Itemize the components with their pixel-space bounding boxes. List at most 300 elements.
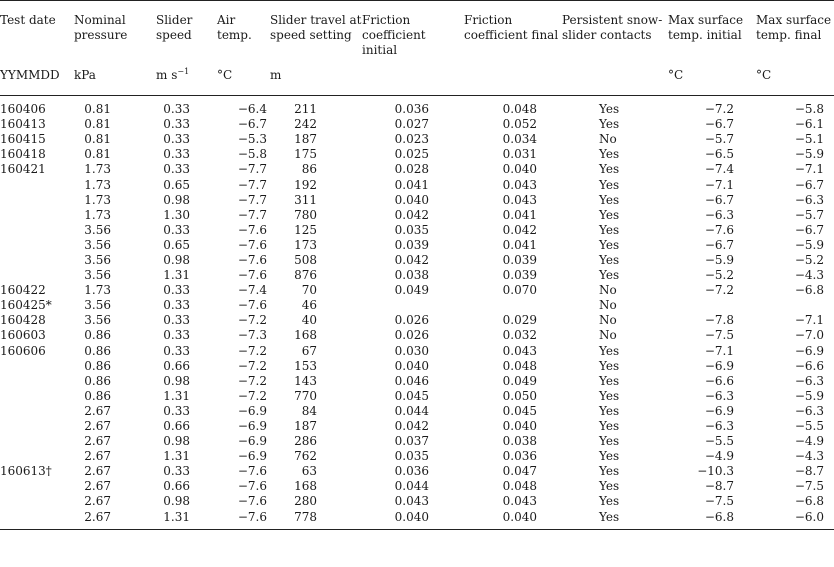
cell-friction-final: 0.043 bbox=[502, 494, 537, 509]
cell-friction-initial bbox=[362, 298, 464, 313]
cell-friction-final: 0.070 bbox=[502, 283, 537, 298]
cell-slider-travel: 780 bbox=[294, 207, 317, 222]
cell-slider-speed: 1.31 bbox=[163, 449, 190, 464]
cell-air-temp: −7.7 bbox=[237, 207, 267, 222]
cell-max-temp-final: −7.1 bbox=[794, 313, 824, 328]
cell-persistent-contacts: Yes bbox=[599, 117, 620, 132]
cell-nominal-pressure: 1.73 bbox=[84, 207, 111, 222]
cell-persistent-contacts: Yes bbox=[599, 464, 620, 479]
cell-slider-travel: 286 bbox=[294, 434, 317, 449]
cell-air-temp: −6.4 bbox=[237, 102, 267, 117]
cell-slider-travel: 211 bbox=[294, 102, 317, 117]
cell-friction-initial: 0.026 bbox=[394, 313, 429, 328]
cell-slider-speed: 0.33 bbox=[163, 328, 190, 343]
cell-slider-travel: 187 bbox=[294, 419, 317, 434]
cell-slider-speed: 0.33 bbox=[163, 313, 190, 328]
cell-friction-initial: 0.045 bbox=[394, 388, 429, 403]
cell-max-temp-initial: −7.1 bbox=[704, 343, 734, 358]
cell-friction-final: 0.041 bbox=[502, 237, 537, 252]
cell-friction-final: 0.040 bbox=[502, 509, 537, 524]
cell-test-date: 160418 bbox=[0, 147, 46, 162]
cell-slider-travel: 70 bbox=[301, 283, 317, 298]
unit-travel: m bbox=[270, 58, 362, 96]
cell-persistent-contacts: Yes bbox=[599, 102, 620, 117]
cell-slider-speed: 0.33 bbox=[163, 283, 190, 298]
cell-max-temp-final bbox=[756, 298, 834, 313]
cell-max-temp-final: −6.0 bbox=[794, 509, 824, 524]
cell-persistent-contacts: Yes bbox=[599, 358, 620, 373]
table-row bbox=[0, 313, 834, 328]
table-row bbox=[0, 464, 834, 479]
table-row bbox=[0, 449, 834, 464]
cell-slider-speed: 0.33 bbox=[163, 102, 190, 117]
unit-pressure: kPa bbox=[74, 58, 156, 96]
header-test-date: Test date bbox=[0, 13, 56, 27]
header-row bbox=[0, 1, 834, 59]
table-row bbox=[0, 510, 834, 530]
cell-max-temp-final: −8.7 bbox=[794, 464, 824, 479]
cell-nominal-pressure: 0.86 bbox=[84, 328, 111, 343]
cell-air-temp: −7.2 bbox=[237, 313, 267, 328]
cell-slider-travel: 46 bbox=[301, 298, 317, 313]
cell-max-temp-initial: −7.5 bbox=[704, 494, 734, 509]
cell-persistent-contacts: Yes bbox=[599, 494, 620, 509]
cell-air-temp: −7.6 bbox=[237, 222, 267, 237]
cell-friction-initial: 0.046 bbox=[394, 373, 429, 388]
cell-nominal-pressure: 2.67 bbox=[84, 403, 111, 418]
cell-slider-travel: 175 bbox=[294, 147, 317, 162]
cell-slider-travel: 187 bbox=[294, 132, 317, 147]
cell-max-temp-final: −4.9 bbox=[794, 434, 824, 449]
cell-persistent-contacts: Yes bbox=[599, 434, 620, 449]
cell-max-temp-final: −6.9 bbox=[794, 343, 824, 358]
header-max-temp-final: Max surface temp. final bbox=[756, 13, 832, 42]
cell-max-temp-initial: −5.2 bbox=[704, 268, 734, 283]
table-row bbox=[0, 147, 834, 162]
header-slider-travel: Slider travel at speed setting bbox=[270, 13, 362, 42]
cell-friction-initial: 0.043 bbox=[394, 494, 429, 509]
cell-friction-initial: 0.049 bbox=[394, 283, 429, 298]
table-row bbox=[0, 298, 834, 313]
cell-air-temp: −7.3 bbox=[237, 328, 267, 343]
cell-persistent-contacts: Yes bbox=[599, 147, 620, 162]
cell-slider-speed: 0.33 bbox=[163, 132, 190, 147]
cell-persistent-contacts: Yes bbox=[599, 222, 620, 237]
cell-slider-speed: 0.65 bbox=[163, 237, 190, 252]
cell-air-temp: −7.2 bbox=[237, 343, 267, 358]
cell-max-temp-initial: −6.7 bbox=[704, 237, 734, 252]
cell-air-temp: −7.6 bbox=[237, 494, 267, 509]
cell-air-temp: −7.7 bbox=[237, 192, 267, 207]
cell-slider-speed: 0.33 bbox=[163, 298, 190, 313]
cell-max-temp-initial: −7.2 bbox=[704, 283, 734, 298]
units-row bbox=[0, 58, 834, 96]
cell-max-temp-initial: −5.5 bbox=[704, 434, 734, 449]
cell-slider-travel: 153 bbox=[294, 358, 317, 373]
cell-friction-final: 0.049 bbox=[502, 373, 537, 388]
cell-friction-final bbox=[464, 298, 562, 313]
table-row bbox=[0, 389, 834, 404]
cell-slider-speed: 0.65 bbox=[163, 177, 190, 192]
cell-max-temp-initial: −6.7 bbox=[704, 117, 734, 132]
cell-friction-final: 0.048 bbox=[502, 479, 537, 494]
cell-nominal-pressure: 0.81 bbox=[84, 147, 111, 162]
table-row bbox=[0, 177, 834, 192]
cell-max-temp-final: −5.7 bbox=[794, 207, 824, 222]
cell-air-temp: −6.9 bbox=[237, 419, 267, 434]
cell-friction-final: 0.039 bbox=[502, 268, 537, 283]
cell-air-temp: −7.6 bbox=[237, 464, 267, 479]
cell-test-date bbox=[0, 494, 74, 509]
cell-max-temp-final: −6.7 bbox=[794, 222, 824, 237]
cell-max-temp-final: −6.8 bbox=[794, 283, 824, 298]
cell-max-temp-final: −7.5 bbox=[794, 479, 824, 494]
cell-persistent-contacts: Yes bbox=[599, 419, 620, 434]
cell-persistent-contacts: Yes bbox=[599, 177, 620, 192]
cell-slider-speed: 0.98 bbox=[163, 373, 190, 388]
cell-test-date bbox=[0, 479, 74, 494]
cell-persistent-contacts: Yes bbox=[599, 403, 620, 418]
cell-max-temp-initial: −6.6 bbox=[704, 373, 734, 388]
header-friction-initial: Friction coefficient initial bbox=[362, 13, 426, 57]
cell-slider-travel: 192 bbox=[294, 177, 317, 192]
cell-max-temp-initial: −6.3 bbox=[704, 207, 734, 222]
cell-test-date bbox=[0, 177, 74, 192]
cell-persistent-contacts: No bbox=[599, 328, 617, 343]
cell-persistent-contacts: No bbox=[599, 313, 617, 328]
cell-nominal-pressure: 2.67 bbox=[84, 419, 111, 434]
cell-friction-final: 0.052 bbox=[502, 117, 537, 132]
cell-friction-initial: 0.025 bbox=[394, 147, 429, 162]
cell-slider-speed: 0.33 bbox=[163, 343, 190, 358]
cell-nominal-pressure: 3.56 bbox=[84, 237, 111, 252]
cell-air-temp: −7.6 bbox=[237, 237, 267, 252]
cell-test-date bbox=[0, 434, 74, 449]
cell-nominal-pressure: 0.86 bbox=[84, 373, 111, 388]
cell-slider-speed: 0.98 bbox=[163, 494, 190, 509]
cell-air-temp: −6.7 bbox=[237, 117, 267, 132]
cell-air-temp: −6.9 bbox=[237, 403, 267, 418]
cell-slider-travel: 242 bbox=[294, 117, 317, 132]
cell-friction-final: 0.038 bbox=[502, 434, 537, 449]
cell-friction-final: 0.043 bbox=[502, 343, 537, 358]
cell-slider-travel: 762 bbox=[294, 449, 317, 464]
cell-persistent-contacts: No bbox=[599, 132, 617, 147]
cell-slider-travel: 876 bbox=[294, 268, 317, 283]
cell-max-temp-final: −6.7 bbox=[794, 177, 824, 192]
cell-persistent-contacts: No bbox=[599, 298, 617, 313]
cell-max-temp-final: −7.1 bbox=[794, 162, 824, 177]
cell-friction-initial: 0.038 bbox=[394, 268, 429, 283]
cell-friction-final: 0.043 bbox=[502, 192, 537, 207]
cell-max-temp-initial: −5.7 bbox=[704, 132, 734, 147]
cell-slider-speed: 0.33 bbox=[163, 162, 190, 177]
cell-air-temp: −7.7 bbox=[237, 162, 267, 177]
cell-nominal-pressure: 0.86 bbox=[84, 358, 111, 373]
cell-slider-travel: 125 bbox=[294, 222, 317, 237]
cell-test-date bbox=[0, 208, 74, 223]
cell-friction-initial: 0.040 bbox=[394, 358, 429, 373]
cell-test-date bbox=[0, 253, 74, 268]
cell-slider-travel: 168 bbox=[294, 328, 317, 343]
cell-persistent-contacts: Yes bbox=[599, 268, 620, 283]
table-row bbox=[0, 238, 834, 253]
unit-test-date: YYMMDD bbox=[0, 58, 74, 96]
cell-friction-final: 0.043 bbox=[502, 177, 537, 192]
table-row bbox=[0, 162, 834, 177]
cell-slider-speed: 0.33 bbox=[163, 147, 190, 162]
cell-test-date bbox=[0, 238, 74, 253]
cell-air-temp: −6.9 bbox=[237, 449, 267, 464]
cell-max-temp-final: −5.9 bbox=[794, 388, 824, 403]
cell-test-date: 160421 bbox=[0, 162, 46, 177]
cell-friction-final: 0.048 bbox=[502, 102, 537, 117]
cell-slider-speed: 1.31 bbox=[163, 268, 190, 283]
cell-slider-speed: 1.31 bbox=[163, 509, 190, 524]
cell-friction-initial: 0.039 bbox=[394, 237, 429, 252]
cell-max-temp-final: −4.3 bbox=[794, 268, 824, 283]
header-max-temp-initial: Max surface temp. initial bbox=[668, 13, 744, 42]
cell-max-temp-initial: −7.5 bbox=[704, 328, 734, 343]
cell-test-date bbox=[0, 268, 74, 283]
cell-persistent-contacts: Yes bbox=[599, 373, 620, 388]
cell-slider-speed: 1.31 bbox=[163, 388, 190, 403]
cell-max-temp-initial: −7.1 bbox=[704, 177, 734, 192]
cell-max-temp-final: −5.9 bbox=[794, 147, 824, 162]
cell-max-temp-initial: −7.6 bbox=[704, 222, 734, 237]
cell-persistent-contacts: Yes bbox=[599, 343, 620, 358]
cell-max-temp-initial: −4.9 bbox=[704, 449, 734, 464]
cell-max-temp-initial bbox=[668, 298, 756, 313]
table-row bbox=[0, 253, 834, 268]
cell-slider-travel: 508 bbox=[294, 252, 317, 267]
table-row bbox=[0, 283, 834, 298]
table-row bbox=[0, 434, 834, 449]
unit-max-temp-final: °C bbox=[756, 58, 834, 96]
cell-test-date bbox=[0, 404, 74, 419]
cell-friction-initial: 0.023 bbox=[394, 132, 429, 147]
table-row bbox=[0, 344, 834, 359]
cell-max-temp-final: −5.9 bbox=[794, 237, 824, 252]
cell-nominal-pressure: 1.73 bbox=[84, 177, 111, 192]
cell-friction-final: 0.050 bbox=[502, 388, 537, 403]
cell-friction-initial: 0.028 bbox=[394, 162, 429, 177]
table-row bbox=[0, 223, 834, 238]
cell-persistent-contacts: Yes bbox=[599, 237, 620, 252]
cell-friction-initial: 0.036 bbox=[394, 102, 429, 117]
cell-max-temp-final: −5.1 bbox=[794, 132, 824, 147]
cell-air-temp: −7.4 bbox=[237, 283, 267, 298]
table-row bbox=[0, 268, 834, 283]
cell-max-temp-final: −6.6 bbox=[794, 358, 824, 373]
cell-nominal-pressure: 0.81 bbox=[84, 132, 111, 147]
cell-max-temp-final: −4.3 bbox=[794, 449, 824, 464]
cell-friction-final: 0.042 bbox=[502, 222, 537, 237]
cell-max-temp-initial: −6.3 bbox=[704, 419, 734, 434]
cell-slider-speed: 1.30 bbox=[163, 207, 190, 222]
cell-friction-final: 0.045 bbox=[502, 403, 537, 418]
cell-nominal-pressure: 1.73 bbox=[84, 192, 111, 207]
cell-max-temp-initial: −7.8 bbox=[704, 313, 734, 328]
unit-contacts bbox=[562, 58, 668, 96]
table-row bbox=[0, 96, 834, 118]
cell-max-temp-final: −5.8 bbox=[794, 102, 824, 117]
cell-slider-travel: 778 bbox=[294, 509, 317, 524]
cell-max-temp-initial: −7.2 bbox=[704, 102, 734, 117]
unit-speed: m $s^{-1}$ bbox=[156, 58, 217, 96]
cell-friction-initial: 0.030 bbox=[394, 343, 429, 358]
cell-friction-initial: 0.042 bbox=[394, 252, 429, 267]
cell-nominal-pressure: 2.67 bbox=[84, 509, 111, 524]
table-row bbox=[0, 132, 834, 147]
cell-test-date: 160603 bbox=[0, 328, 46, 343]
cell-max-temp-initial: −6.3 bbox=[704, 388, 734, 403]
cell-nominal-pressure: 3.56 bbox=[84, 313, 111, 328]
header-friction-final: Friction coefficient final bbox=[464, 13, 559, 42]
cell-test-date: 160415 bbox=[0, 132, 46, 147]
cell-test-date: 160428 bbox=[0, 313, 46, 328]
cell-friction-initial: 0.035 bbox=[394, 222, 429, 237]
cell-nominal-pressure: 2.67 bbox=[84, 449, 111, 464]
cell-slider-speed: 0.98 bbox=[163, 252, 190, 267]
cell-slider-travel: 143 bbox=[294, 373, 317, 388]
cell-test-date bbox=[0, 359, 74, 374]
cell-max-temp-final: −6.8 bbox=[794, 494, 824, 509]
cell-persistent-contacts: Yes bbox=[599, 479, 620, 494]
cell-friction-final: 0.036 bbox=[502, 449, 537, 464]
cell-slider-speed: 0.98 bbox=[163, 434, 190, 449]
cell-nominal-pressure: 0.81 bbox=[84, 102, 111, 117]
cell-test-date bbox=[0, 193, 74, 208]
unit-air-temp: °C bbox=[217, 58, 270, 96]
cell-nominal-pressure: 3.56 bbox=[84, 252, 111, 267]
cell-friction-initial: 0.044 bbox=[394, 479, 429, 494]
cell-friction-final: 0.039 bbox=[502, 252, 537, 267]
cell-test-date bbox=[0, 449, 74, 464]
cell-friction-final: 0.041 bbox=[502, 207, 537, 222]
table-row bbox=[0, 359, 834, 374]
cell-slider-travel: 84 bbox=[301, 403, 317, 418]
cell-max-temp-initial: −6.8 bbox=[704, 509, 734, 524]
cell-test-date bbox=[0, 389, 74, 404]
cell-air-temp: −7.6 bbox=[237, 298, 267, 313]
cell-nominal-pressure: 3.56 bbox=[84, 222, 111, 237]
cell-test-date: 160406 bbox=[0, 102, 46, 117]
cell-air-temp: −7.6 bbox=[237, 268, 267, 283]
cell-slider-travel: 63 bbox=[301, 464, 317, 479]
cell-persistent-contacts: Yes bbox=[599, 449, 620, 464]
cell-friction-final: 0.031 bbox=[502, 147, 537, 162]
cell-nominal-pressure: 2.67 bbox=[84, 479, 111, 494]
cell-persistent-contacts: Yes bbox=[599, 162, 620, 177]
cell-nominal-pressure: 1.73 bbox=[84, 162, 111, 177]
cell-slider-speed: 0.66 bbox=[163, 419, 190, 434]
table-row bbox=[0, 328, 834, 343]
cell-friction-initial: 0.042 bbox=[394, 207, 429, 222]
cell-friction-final: 0.048 bbox=[502, 358, 537, 373]
cell-test-date bbox=[0, 374, 74, 389]
unit-speed-exponent: −1 bbox=[177, 67, 190, 76]
cell-nominal-pressure: 0.81 bbox=[84, 117, 111, 132]
cell-max-temp-final: −5.2 bbox=[794, 252, 824, 267]
cell-slider-travel: 86 bbox=[301, 162, 317, 177]
cell-slider-travel: 173 bbox=[294, 237, 317, 252]
cell-max-temp-initial: −10.3 bbox=[697, 464, 734, 479]
cell-slider-travel: 280 bbox=[294, 494, 317, 509]
table-row bbox=[0, 193, 834, 208]
cell-slider-speed: 0.33 bbox=[163, 403, 190, 418]
cell-slider-speed: 0.33 bbox=[163, 464, 190, 479]
cell-test-date: 160613† bbox=[0, 464, 52, 479]
cell-friction-initial: 0.026 bbox=[394, 328, 429, 343]
cell-air-temp: −7.6 bbox=[237, 252, 267, 267]
cell-slider-speed: 0.66 bbox=[163, 358, 190, 373]
table-row bbox=[0, 479, 834, 494]
cell-friction-final: 0.034 bbox=[502, 132, 537, 147]
cell-friction-initial: 0.036 bbox=[394, 464, 429, 479]
unit-max-temp-initial: °C bbox=[668, 58, 756, 96]
cell-nominal-pressure: 3.56 bbox=[84, 268, 111, 283]
cell-test-date bbox=[0, 223, 74, 238]
cell-persistent-contacts: Yes bbox=[599, 509, 620, 524]
cell-test-date bbox=[0, 510, 74, 530]
cell-slider-travel: 770 bbox=[294, 388, 317, 403]
cell-max-temp-initial: −6.9 bbox=[704, 403, 734, 418]
cell-test-date: 160422 bbox=[0, 283, 46, 298]
cell-friction-final: 0.040 bbox=[502, 162, 537, 177]
cell-persistent-contacts: Yes bbox=[599, 192, 620, 207]
cell-test-date bbox=[0, 419, 74, 434]
cell-persistent-contacts: Yes bbox=[599, 207, 620, 222]
cell-friction-initial: 0.042 bbox=[394, 419, 429, 434]
cell-friction-initial: 0.040 bbox=[394, 509, 429, 524]
cell-max-temp-initial: −8.7 bbox=[704, 479, 734, 494]
cell-slider-speed: 0.33 bbox=[163, 222, 190, 237]
cell-max-temp-initial: −6.9 bbox=[704, 358, 734, 373]
cell-friction-initial: 0.044 bbox=[394, 403, 429, 418]
cell-slider-travel: 40 bbox=[301, 313, 317, 328]
cell-max-temp-initial: −5.9 bbox=[704, 252, 734, 267]
cell-nominal-pressure: 0.86 bbox=[84, 343, 111, 358]
header-persistent-contacts: Persistent snow-slider contacts bbox=[562, 13, 663, 42]
cell-air-temp: −5.3 bbox=[237, 132, 267, 147]
cell-nominal-pressure: 1.73 bbox=[84, 283, 111, 298]
table-row bbox=[0, 404, 834, 419]
table-row bbox=[0, 117, 834, 132]
cell-slider-travel: 67 bbox=[301, 343, 317, 358]
cell-max-temp-final: −6.3 bbox=[794, 373, 824, 388]
cell-max-temp-initial: −7.4 bbox=[704, 162, 734, 177]
cell-slider-travel: 311 bbox=[294, 192, 317, 207]
header-nominal-pressure: Nominal pressure bbox=[74, 13, 128, 42]
cell-friction-final: 0.047 bbox=[502, 464, 537, 479]
header-air-temp: Air temp. bbox=[217, 13, 252, 42]
table-row bbox=[0, 374, 834, 389]
cell-test-date: 160606 bbox=[0, 343, 46, 358]
cell-friction-initial: 0.027 bbox=[394, 117, 429, 132]
cell-friction-final: 0.029 bbox=[502, 313, 537, 328]
cell-nominal-pressure: 2.67 bbox=[84, 494, 111, 509]
cell-max-temp-final: −5.5 bbox=[794, 419, 824, 434]
cell-max-temp-final: −6.1 bbox=[794, 117, 824, 132]
table-row bbox=[0, 494, 834, 509]
cell-air-temp: −7.6 bbox=[237, 509, 267, 524]
cell-air-temp: −7.7 bbox=[237, 177, 267, 192]
table-row bbox=[0, 208, 834, 223]
unit-friction-final bbox=[464, 58, 562, 96]
cell-air-temp: −7.6 bbox=[237, 479, 267, 494]
cell-nominal-pressure: 3.56 bbox=[84, 298, 111, 313]
